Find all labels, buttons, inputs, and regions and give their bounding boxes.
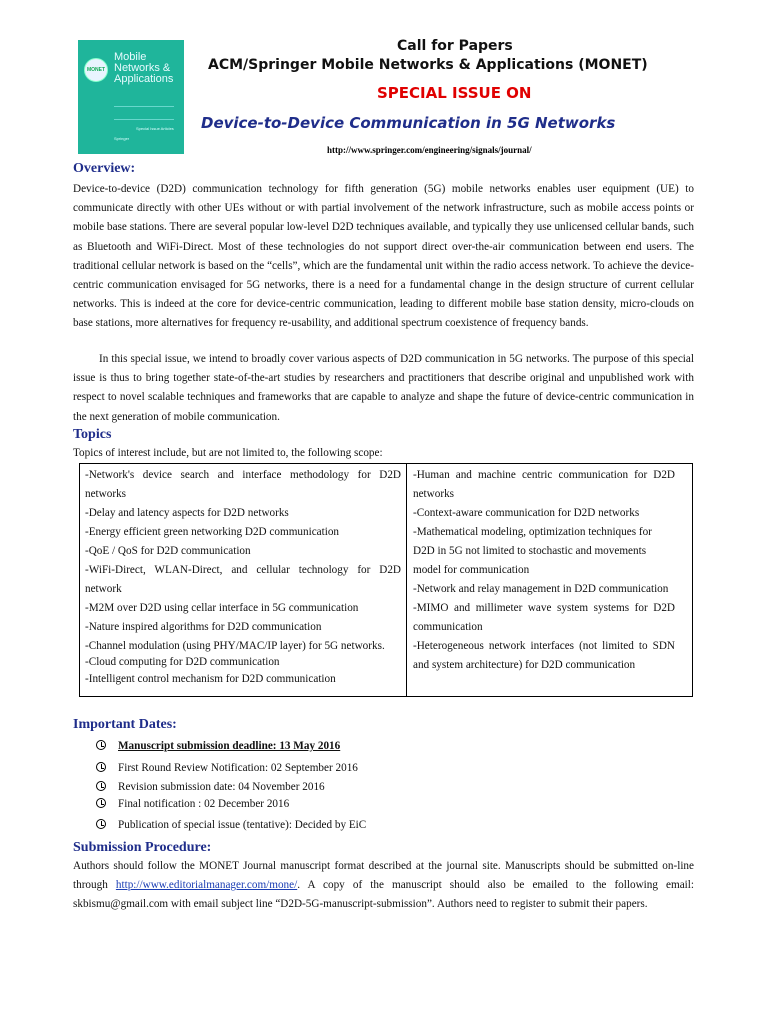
topic-item: -Network and relay management in D2D communication bbox=[413, 583, 669, 595]
topics-left-column bbox=[85, 466, 401, 687]
editorial-manager-link[interactable]: http://www.editorialmanager.com/mone/ bbox=[115, 879, 298, 891]
journal-name: ACM/Springer Mobile Networks & Applications (MONET) bbox=[208, 57, 648, 73]
topic-item: -Channel modulation (using PHY/MAC/IP layer) for 5G networks. bbox=[85, 640, 385, 652]
topic-item: -WiFi-Direct, WLAN-Direct, and cellular technology for D2D network bbox=[85, 564, 401, 595]
date-item: Final notification : 02 December 2016 bbox=[96, 797, 289, 810]
topic-item: -QoE / QoS for D2D communication bbox=[85, 545, 251, 557]
special-issue-topic: Device-to-Device Communication in 5G Networks bbox=[201, 114, 616, 132]
topic-item: -Context-aware communication for D2D networks bbox=[413, 507, 640, 519]
cover-editor-line: Special Issue Articles bbox=[136, 126, 174, 131]
date-item: Publication of special issue (tentative): Decided by EiC bbox=[96, 818, 366, 831]
cover-badge: MONET bbox=[84, 58, 108, 82]
submission-paragraph: Authors should follow the MONET Journal manuscript format described at the journal site. Manuscripts should be submitted on-line through http://www.editorialmanager.com/mone/. A copy of the manuscript should also be emailed to the following email: skbismu@gmail.com with email subject line “D2D-5G-manuscript-submission”. Authors need to register to submit their papers. bbox=[73, 860, 694, 910]
topic-item: -Intelligent control mechanism for D2D communication bbox=[85, 673, 336, 685]
cover-publisher: Springer bbox=[114, 136, 130, 141]
clock-icon bbox=[96, 781, 106, 791]
important-dates-heading: Important Dates: bbox=[73, 717, 177, 732]
topics-right-column bbox=[413, 466, 675, 675]
cover-title: Mobile Networks & Applications bbox=[114, 51, 174, 85]
topic-item: -Human and machine centric communication for D2D networks bbox=[413, 469, 675, 500]
topic-item: -M2M over D2D using cellar interface in 5G communication bbox=[85, 602, 359, 614]
overview-heading: Overview: bbox=[73, 161, 136, 176]
clock-icon bbox=[96, 798, 106, 808]
topic-item: -Energy efficient green networking D2D communication bbox=[85, 526, 340, 538]
topic-item: -Nature inspired algorithms for D2D communication bbox=[85, 621, 322, 633]
special-issue-label: SPECIAL ISSUE ON bbox=[377, 84, 532, 102]
topic-item: -Delay and latency aspects for D2D networks bbox=[85, 507, 289, 519]
cover-decoration bbox=[114, 106, 174, 120]
topic-item: -MIMO and millimeter wave system systems for D2D communication bbox=[413, 602, 675, 633]
topics-heading: Topics bbox=[73, 427, 112, 442]
overview-paragraph-2: In this special issue, we intend to broadly cover various aspects of D2D communication in 5G networks. The purpose of this special issue is thus to bring together state-of-the-art studies by researchers and practitioners that describe original and unpublished work with respect to novel scalable techniques and frameworks that are capable to analyze and shape the future of device-centric communication in the next generation of mobile communication. bbox=[73, 353, 694, 423]
date-item: Revision submission date: 04 November 2016 bbox=[96, 780, 325, 793]
topic-item: -Mathematical modeling, optimization techniques for D2D in 5G not limited to stochastic and movements model for communication bbox=[413, 526, 652, 576]
journal-cover-image bbox=[78, 40, 184, 154]
table-divider bbox=[406, 464, 407, 696]
topic-item: -Cloud computing for D2D communication bbox=[85, 655, 280, 668]
overview-paragraph-1: Device-to-device (D2D) communication technology for fifth generation (5G) mobile networks enables user equipment (UE) to communicate directly with other UEs without or with partial involvement of the network infrastructure, such as mobile access points or mobile base stations. There are several popular low-level D2D techniques available, and typically they use unlicensed cellular bands, such as Bluetooth and WiFi-Direct. Most of these technologies do not support direct over-the-air communication between end users. The traditional cellular network is based on the “cells”, which are the fundamental unit within the radio access network. To achieve the device-centric communication envisaged for 5G networks, there is a need for a fundamental change in the design structure of current cellular networks. This is indeed at the core for device-centric communication, leading to different mobile base station density, micro-clouds on base stations, more alternatives for frequency re-usability, and additional spectrum coexistence of frequency bands. bbox=[73, 183, 694, 330]
topic-item: -Network's device search and interface methodology for D2D networks bbox=[85, 469, 401, 500]
topics-table bbox=[79, 463, 693, 697]
date-item: Manuscript submission deadline: 13 May 2016 bbox=[96, 739, 340, 752]
call-for-papers-heading: Call for Papers bbox=[397, 38, 513, 54]
submission-heading: Submission Procedure: bbox=[73, 840, 212, 855]
topic-item: -Heterogeneous network interfaces (not limited to SDN and system architecture) for D2D communication bbox=[413, 640, 675, 671]
topics-intro: Topics of interest include, but are not limited to, the following scope: bbox=[73, 447, 383, 459]
date-item: First Round Review Notification: 02 September 2016 bbox=[96, 761, 358, 774]
clock-icon bbox=[96, 740, 106, 750]
journal-url-link[interactable]: http://www.springer.com/engineering/signals/journal/ bbox=[327, 145, 532, 155]
clock-icon bbox=[96, 762, 106, 772]
clock-icon bbox=[96, 819, 106, 829]
